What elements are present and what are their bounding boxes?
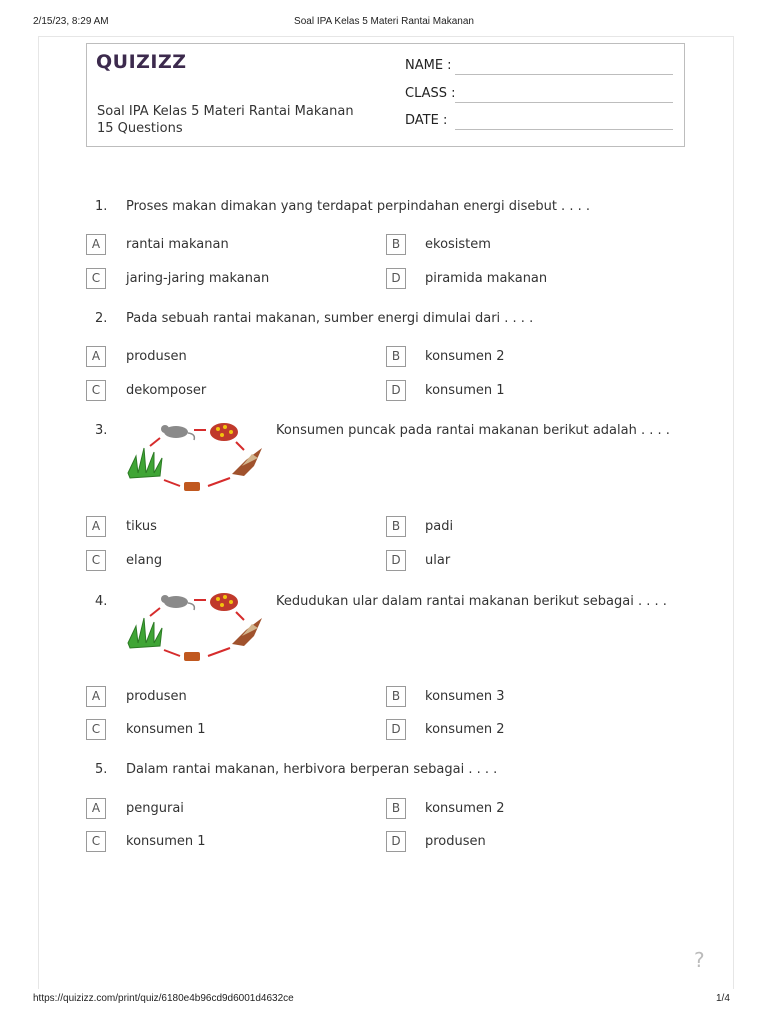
print-datetime: 2/15/23, 8:29 AM [33, 16, 109, 27]
quizizz-logo: QUIZIZZ [96, 51, 187, 73]
option-text: padi [425, 519, 454, 534]
option-letter-box: C [86, 719, 106, 740]
date-line [455, 129, 673, 130]
option-text: jaring-jaring makanan [126, 271, 270, 286]
option-text: tikus [126, 519, 157, 534]
option-letter-box: D [386, 380, 406, 401]
class-label: CLASS : [405, 86, 456, 101]
question-count: 15 Questions [97, 121, 183, 136]
option-text: ular [425, 553, 451, 568]
option-letter-box: A [86, 516, 106, 537]
option-text: elang [126, 553, 163, 568]
print-doc-title: Soal IPA Kelas 5 Materi Rantai Makanan [294, 16, 474, 27]
date-label: DATE : [405, 113, 448, 128]
option-letter-box: A [86, 346, 106, 367]
question-text: Dalam rantai makanan, herbivora berperan sebagai . . . . [126, 762, 498, 777]
print-url[interactable]: https://quizizz.com/print/quiz/6180e4b96cd9d6001d4632ce [33, 993, 294, 1004]
mouse-icon [161, 595, 194, 610]
option-text: pengurai [126, 801, 184, 816]
option-letter-box: B [386, 798, 406, 819]
option-text: konsumen 1 [126, 722, 206, 737]
question-text: Kedudukan ular dalam rantai makanan berikut sebagai . . . . [276, 594, 667, 609]
mushroom-icon [184, 482, 200, 491]
mushroom-icon [184, 652, 200, 661]
option-text: produsen [126, 689, 187, 704]
question-text: Pada sebuah rantai makanan, sumber energi dimulai dari . . . . [126, 311, 534, 326]
question-text: Konsumen puncak pada rantai makanan berikut adalah . . . . [276, 423, 670, 438]
option-letter-box: D [386, 268, 406, 289]
option-letter-box: A [86, 686, 106, 707]
option-letter-box: C [86, 268, 106, 289]
eagle-icon [232, 448, 262, 476]
snake-icon [210, 423, 238, 441]
option-letter-box: C [86, 550, 106, 571]
grass-icon [128, 618, 162, 648]
question-number: 2. [95, 311, 108, 326]
option-letter-box: B [386, 234, 406, 255]
snake-icon [210, 593, 238, 611]
option-text: ekosistem [425, 237, 491, 252]
food-chain-illustration [124, 588, 266, 668]
option-letter-box: C [86, 831, 106, 852]
option-letter-box: D [386, 831, 406, 852]
food-chain-illustration [124, 418, 266, 498]
question-number: 3. [95, 423, 108, 438]
option-letter-box: B [386, 516, 406, 537]
name-line [455, 74, 673, 75]
option-letter-box: C [86, 380, 106, 401]
class-line [455, 102, 673, 103]
option-text: produsen [425, 834, 486, 849]
help-icon[interactable]: ? [694, 948, 705, 972]
option-text: piramida makanan [425, 271, 548, 286]
question-number: 1. [95, 199, 108, 214]
option-letter-box: D [386, 550, 406, 571]
mouse-icon [161, 425, 194, 440]
quiz-title: Soal IPA Kelas 5 Materi Rantai Makanan [97, 104, 354, 119]
option-letter-box: A [86, 234, 106, 255]
question-text: Proses makan dimakan yang terdapat perpindahan energi disebut . . . . [126, 199, 590, 214]
option-letter-box: D [386, 719, 406, 740]
option-text: konsumen 2 [425, 349, 505, 364]
option-text: konsumen 3 [425, 689, 505, 704]
option-letter-box: A [86, 798, 106, 819]
question-number: 4. [95, 594, 108, 609]
option-text: rantai makanan [126, 237, 229, 252]
print-page-number: 1/4 [716, 993, 730, 1004]
option-text: konsumen 2 [425, 801, 505, 816]
grass-icon [128, 448, 162, 478]
option-letter-box: B [386, 346, 406, 367]
option-text: konsumen 1 [126, 834, 206, 849]
eagle-icon [232, 618, 262, 646]
question-number: 5. [95, 762, 108, 777]
option-text: dekomposer [126, 383, 207, 398]
option-text: konsumen 2 [425, 722, 505, 737]
option-text: konsumen 1 [425, 383, 505, 398]
name-label: NAME : [405, 58, 452, 73]
option-text: produsen [126, 349, 187, 364]
option-letter-box: B [386, 686, 406, 707]
